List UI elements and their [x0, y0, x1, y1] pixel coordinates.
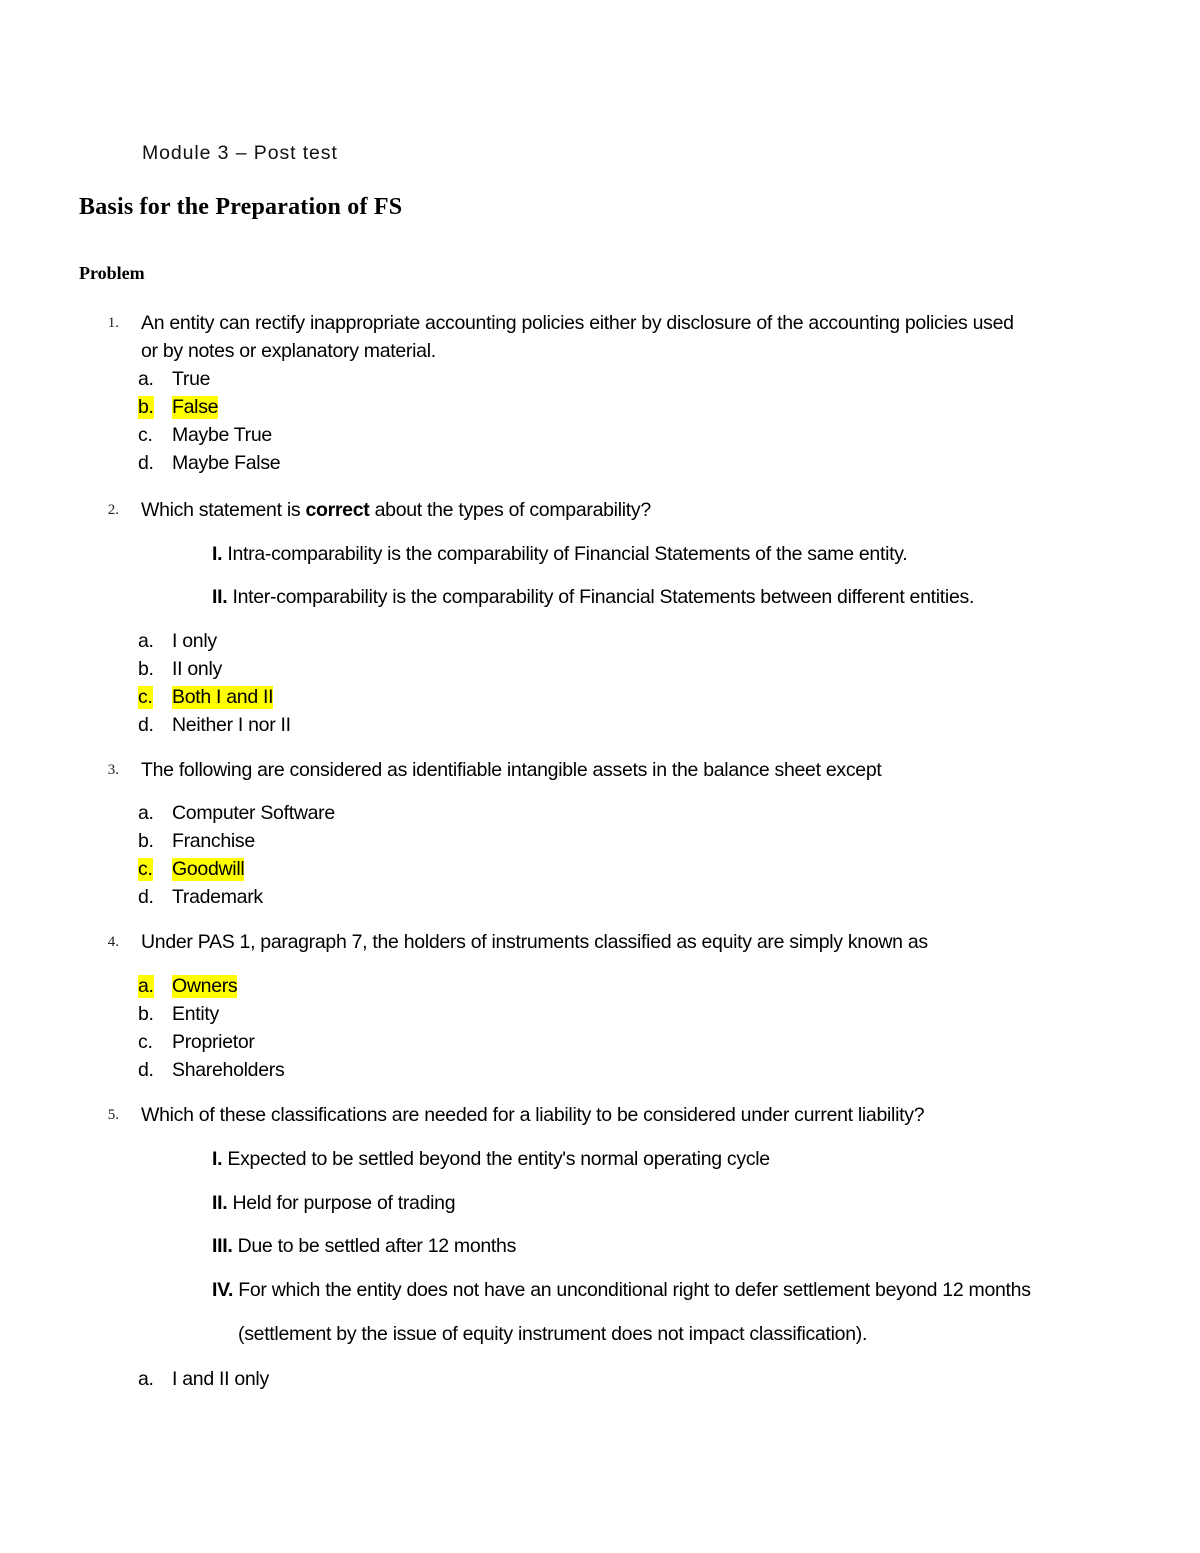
question-number: 3.: [107, 762, 119, 778]
statement-text: Due to be settled after 12 months: [232, 1235, 517, 1257]
statement-text: For which the entity does not have an unconditional right to defer settlement beyond 12 months: [233, 1279, 1031, 1301]
statement-numeral: I.: [212, 1148, 223, 1170]
question-text-emphasis: correct: [305, 499, 370, 521]
question-number: 5.: [107, 1107, 119, 1123]
option-letter: b.: [138, 1003, 154, 1025]
option-letter: d.: [138, 714, 154, 736]
option-text: Neither I nor II: [172, 714, 291, 736]
option-text: Entity: [172, 1003, 219, 1025]
answer-option-letter: b.: [138, 396, 154, 418]
section-heading: Problem: [79, 263, 145, 283]
option-letter: b.: [138, 658, 154, 680]
option-text: I only: [172, 630, 217, 652]
answer-option-text: Both I and II: [172, 686, 274, 708]
option-letter: a.: [138, 368, 154, 390]
statement-numeral: IV.: [212, 1279, 234, 1301]
statement: [212, 1279, 1031, 1302]
statement-text: Held for purpose of trading: [227, 1192, 456, 1214]
statement: [212, 586, 974, 609]
option-text: Proprietor: [172, 1031, 255, 1053]
statement-numeral: II.: [212, 1192, 228, 1214]
answer-option-text: Owners: [172, 975, 238, 997]
question-text: Which of these classifications are needed for a liability to be considered under current liability?: [141, 1104, 925, 1126]
answer-option-text: Goodwill: [172, 858, 245, 880]
answer-option-letter: c.: [138, 686, 153, 708]
option-text: Maybe True: [172, 424, 272, 446]
statement: [212, 543, 907, 566]
option-text: Trademark: [172, 886, 263, 908]
statement-numeral: I.: [212, 543, 223, 565]
question-text: [141, 499, 651, 522]
answer-option-letter: c.: [138, 858, 153, 880]
question-number: 1.: [107, 315, 119, 331]
document-title: Basis for the Preparation of FS: [79, 194, 403, 220]
option-text: Computer Software: [172, 802, 335, 824]
answer-option-letter: a.: [138, 975, 154, 997]
option-letter: d.: [138, 1059, 154, 1081]
question-number: 2.: [107, 502, 119, 518]
question-number: 4.: [107, 934, 119, 950]
option-text: Shareholders: [172, 1059, 285, 1081]
statement-text: Inter-comparability is the comparability of Financial Statements between different entities.: [227, 586, 975, 608]
option-letter: a.: [138, 802, 154, 824]
statement: [212, 1148, 770, 1171]
question-text-continued: or by notes or explanatory material.: [141, 340, 436, 362]
option-letter: b.: [138, 830, 154, 852]
option-text: II only: [172, 658, 222, 680]
option-letter: d.: [138, 886, 154, 908]
question-text-part: Which statement is: [141, 499, 306, 521]
statement: [212, 1192, 455, 1215]
option-letter: a.: [138, 630, 154, 652]
statement-numeral: II.: [212, 586, 228, 608]
question-text-part: about the types of comparability?: [369, 499, 651, 521]
option-letter: d.: [138, 452, 154, 474]
option-text: I and II only: [172, 1368, 269, 1390]
question-text: Under PAS 1, paragraph 7, the holders of instruments classified as equity are simply known as: [141, 931, 928, 953]
statement: [212, 1235, 516, 1258]
answer-option-text: False: [172, 396, 219, 418]
question-text: An entity can rectify inappropriate accounting policies either by disclosure of the accounting policies used: [141, 312, 1014, 334]
statement-text: Intra-comparability is the comparability of Financial Statements of the same entity.: [222, 543, 908, 565]
question-text: The following are considered as identifiable intangible assets in the balance sheet except: [141, 759, 882, 781]
statement-continuation: (settlement by the issue of equity instrument does not impact classification).: [238, 1323, 868, 1345]
statement-numeral: III.: [212, 1235, 233, 1257]
option-text: Franchise: [172, 830, 255, 852]
option-letter: a.: [138, 1368, 154, 1390]
option-text: True: [172, 368, 211, 390]
statement-text: Expected to be settled beyond the entity's normal operating cycle: [222, 1148, 770, 1170]
option-text: Maybe False: [172, 452, 281, 474]
module-subtitle: Module 3 – Post test: [142, 142, 338, 164]
option-letter: c.: [138, 424, 153, 446]
option-letter: c.: [138, 1031, 153, 1053]
